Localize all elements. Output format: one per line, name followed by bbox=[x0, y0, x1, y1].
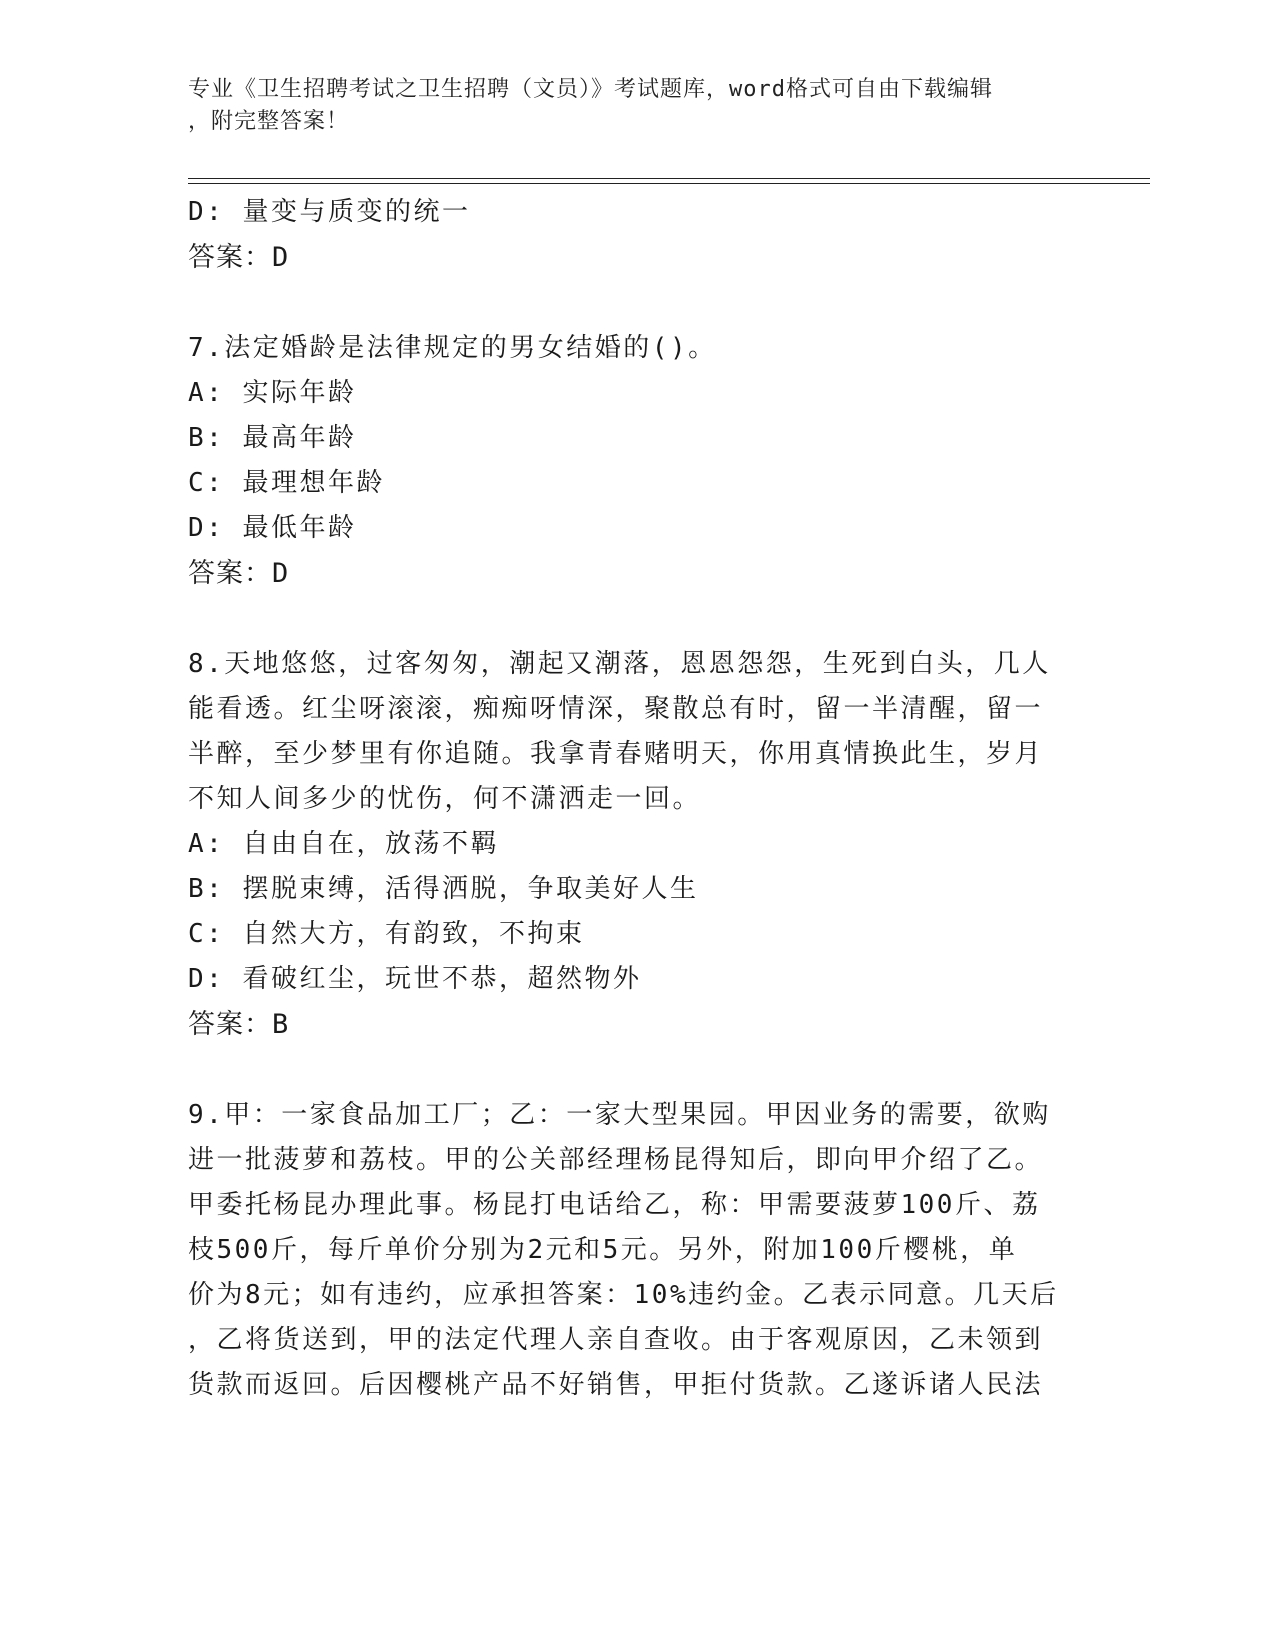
question-8-stem-line: 半醉，至少梦里有你追随。我拿青春赌明天，你用真情换此生，岁月 bbox=[188, 739, 1044, 769]
question-8-answer: 答案：B bbox=[188, 1009, 290, 1040]
header-divider-bottom bbox=[188, 183, 1150, 184]
question-9-stem-line: 货款而返回。后因樱桃产品不好销售，甲拒付货款。乙遂诉诸人民法 bbox=[188, 1370, 1044, 1400]
question-7-option-a: A: 实际年龄 bbox=[188, 378, 357, 408]
question-9-stem-line: 价为8元；如有违约，应承担答案：10%违约金。乙表示同意。几天后 bbox=[188, 1280, 1059, 1310]
question-8 bbox=[188, 642, 1088, 1047]
question-8-option-c: C: 自然大方，有韵致，不拘束 bbox=[188, 919, 585, 949]
question-7 bbox=[188, 326, 1088, 596]
question-8-stem-line: 8.天地悠悠，过客匆匆，潮起又潮落，恩恩怨怨，生死到白头，几人 bbox=[188, 649, 1051, 679]
question-8-option-d: D: 看破红尘，玩世不恭，超然物外 bbox=[188, 964, 642, 994]
question-9-stem-line: 9.甲：一家食品加工厂；乙：一家大型果园。甲因业务的需要，欲购 bbox=[188, 1100, 1051, 1130]
header-line-2: ，附完整答案！ bbox=[188, 109, 350, 134]
question-9-stem-line: 甲委托杨昆办理此事。杨昆打电话给乙，称：甲需要菠萝100斤、荔 bbox=[188, 1190, 1041, 1220]
question-9-stem-line: 枝500斤，每斤单价分别为2元和5元。另外，附加100斤樱桃，单 bbox=[188, 1235, 1018, 1265]
spacer bbox=[188, 596, 1088, 642]
question-8-stem-line: 能看透。红尘呀滚滚，痴痴呀情深，聚散总有时，留一半清醒，留一 bbox=[188, 694, 1044, 724]
question-7-stem: 7.法定婚龄是法律规定的男女结婚的()。 bbox=[188, 333, 717, 363]
question-7-option-b: B: 最高年龄 bbox=[188, 423, 357, 453]
question-8-stem-line: 不知人间多少的忧伤，何不潇洒走一回。 bbox=[188, 784, 702, 814]
question-7-answer: 答案：D bbox=[188, 558, 290, 589]
question-9-stem-line: ，乙将货送到，甲的法定代理人亲自查收。由于客观原因，乙未领到 bbox=[188, 1325, 1044, 1355]
question-7-option-c: C: 最理想年龄 bbox=[188, 468, 385, 498]
spacer bbox=[188, 1047, 1088, 1093]
prev-option-d: D: 量变与质变的统一 bbox=[188, 197, 471, 227]
question-content bbox=[188, 190, 1088, 1408]
question-8-option-b: B: 摆脱束缚，活得洒脱，争取美好人生 bbox=[188, 874, 699, 904]
document-header bbox=[188, 74, 1068, 138]
header-line-1: 专业《卫生招聘考试之卫生招聘（文员）》考试题库，word格式可自由下载编辑 bbox=[188, 77, 993, 102]
prev-answer: 答案：D bbox=[188, 242, 290, 273]
header-divider-top bbox=[188, 178, 1150, 179]
question-8-option-a: A: 自由自在，放荡不羁 bbox=[188, 829, 499, 859]
question-9-stem-line: 进一批菠萝和荔枝。甲的公关部经理杨昆得知后，即向甲介绍了乙。 bbox=[188, 1145, 1044, 1175]
spacer bbox=[188, 280, 1088, 326]
question-7-option-d: D: 最低年龄 bbox=[188, 513, 357, 543]
question-9 bbox=[188, 1093, 1088, 1408]
